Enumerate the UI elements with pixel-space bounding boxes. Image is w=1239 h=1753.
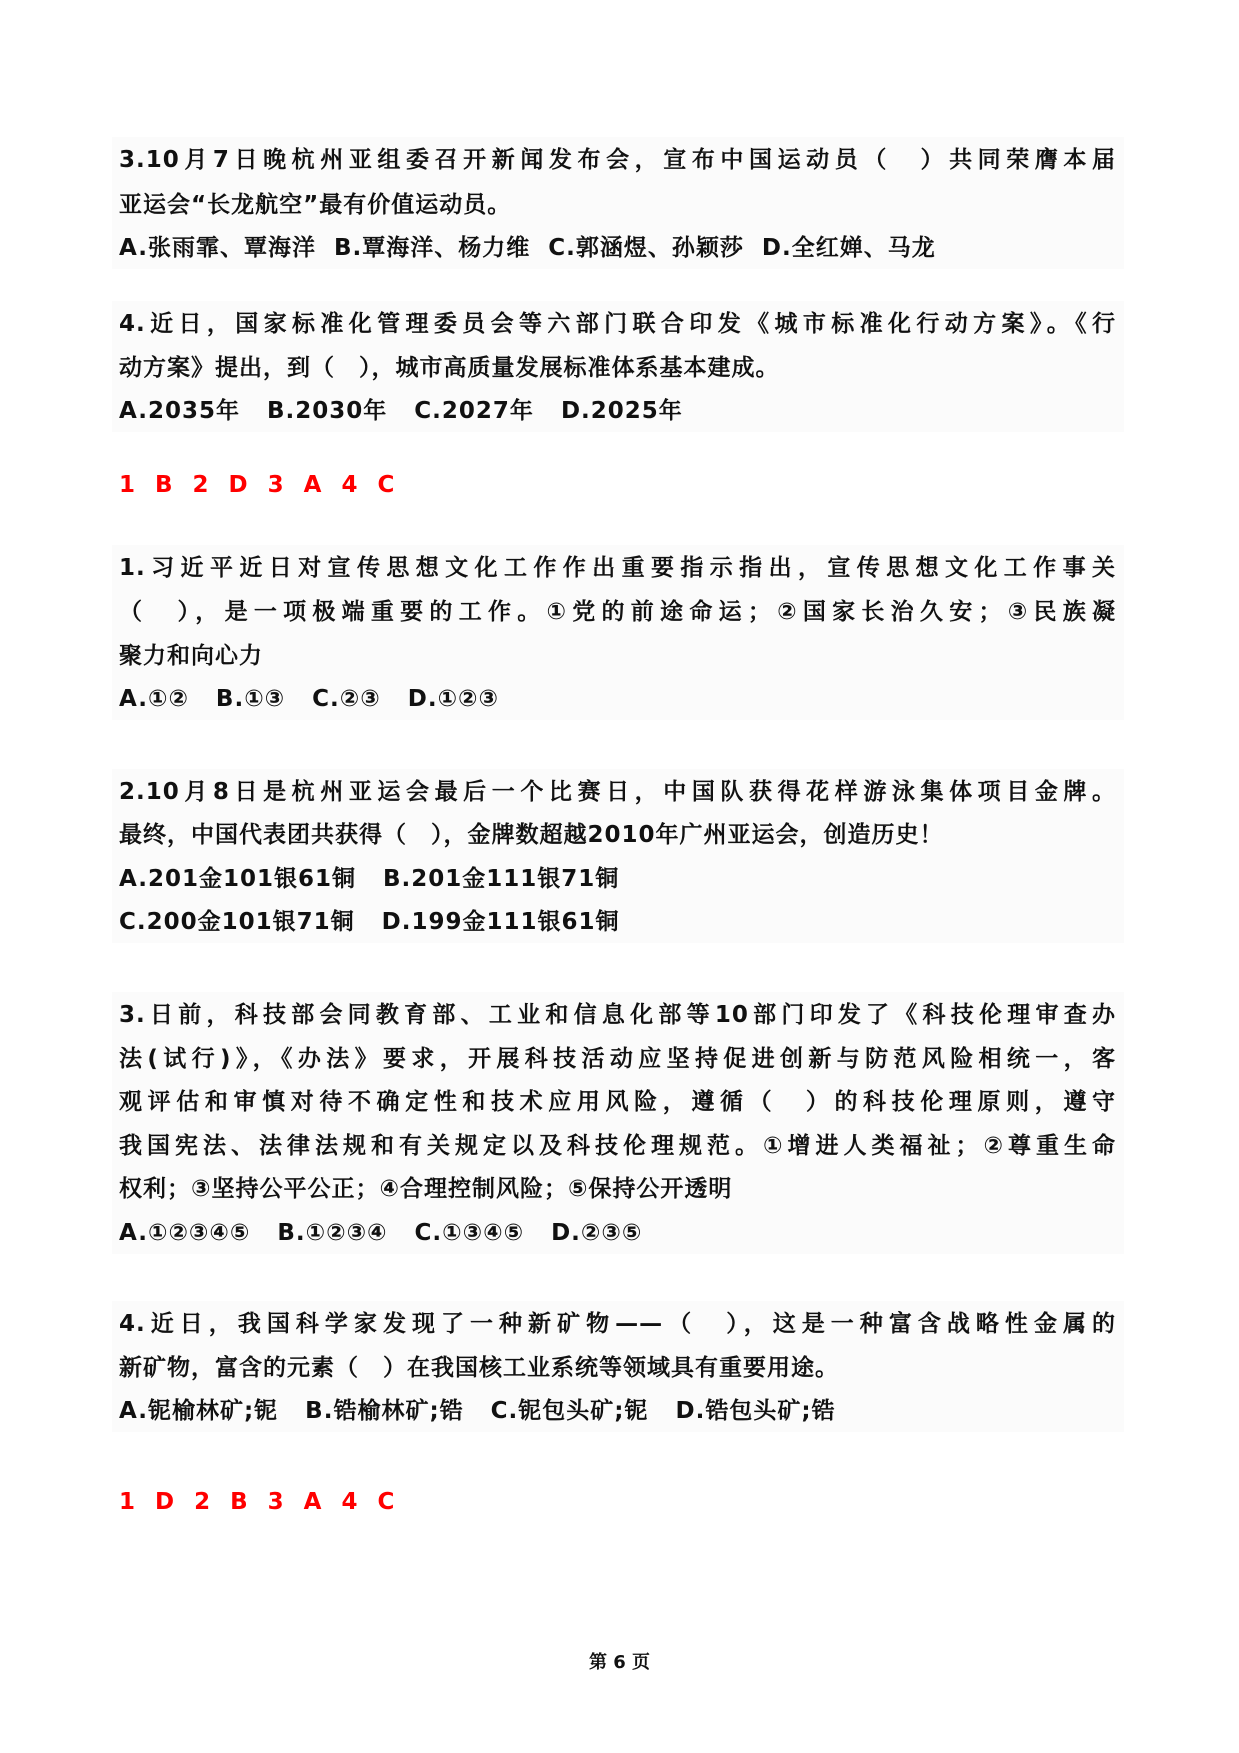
question-text-line: 我国宪法、法律法规和有关规定以及科技伦理规范。①增进人类福祉；②尊重生命	[119, 1133, 1116, 1159]
answer-key: 1 D 2 B 3 A 4 C	[119, 1489, 401, 1515]
question-text-line: 4.近日，国家标准化管理委员会等六部门联合印发《城市标准化行动方案》。《行	[119, 311, 1116, 337]
question-text-line: 3.日前，科技部会同教育部、工业和信息化部等10部门印发了《科技伦理审查办	[119, 1002, 1116, 1028]
answer-options: A.张雨霏、覃海洋 B.覃海洋、杨力维 C.郭涵煜、孙颖莎 D.全红婵、马龙	[119, 235, 936, 261]
question-text-line: 2.10月8日是杭州亚运会最后一个比赛日，中国队获得花样游泳集体项目金牌。	[119, 779, 1116, 805]
question-text-line: 权利；③坚持公平公正；④合理控制风险；⑤保持公开透明	[119, 1176, 733, 1202]
question-text-line: 亚运会“长龙航空”最有价值运动员。	[119, 192, 512, 218]
question-block	[112, 992, 1124, 1254]
answer-key: 1 B 2 D 3 A 4 C	[119, 472, 401, 498]
answer-options: A.①②③④⑤ B.①②③④ C.①③④⑤ D.②③⑤	[119, 1220, 643, 1246]
answer-options: A.铌榆林矿;铌 B.锆榆林矿;锆 C.铌包头矿;铌 D.锆包头矿;锆	[119, 1398, 836, 1424]
answer-options: A.①② B.①③ C.②③ D.①②③	[119, 686, 500, 712]
question-text-line: 动方案》提出，到（ ），城市高质量发展标准体系基本建成。	[119, 355, 780, 381]
question-text-line: 聚力和向心力	[119, 643, 263, 669]
question-text-line: 3.10月7日晚杭州亚组委召开新闻发布会，宣布中国运动员（ ）共同荣膺本届	[119, 147, 1116, 173]
question-text-line: 法(试行)》，《办法》要求，开展科技活动应坚持促进创新与防范风险相统一，客	[119, 1046, 1116, 1072]
answer-options: A.2035年 B.2030年 C.2027年 D.2025年	[119, 398, 683, 424]
question-text-line: 1.习近平近日对宣传思想文化工作作出重要指示指出，宣传思想文化工作事关	[119, 555, 1116, 581]
question-text-line: 新矿物，富含的元素（ ）在我国核工业系统等领域具有重要用途。	[119, 1355, 839, 1381]
question-text-line: 4.近日，我国科学家发现了一种新矿物——（ ），这是一种富含战略性金属的	[119, 1311, 1116, 1337]
question-text-line: 观评估和审慎对待不确定性和技术应用风险，遵循（ ）的科技伦理原则，遵守	[119, 1089, 1116, 1115]
question-text-line: 最终，中国代表团共获得（ ），金牌数超越2010年广州亚运会，创造历史！	[119, 822, 944, 848]
question-text-line: （ ），是一项极端重要的工作。①党的前途命运；②国家长治久安；③民族凝	[119, 599, 1116, 625]
page-number: 第 6 页	[588, 1652, 651, 1673]
answer-options: C.200金101银71铜 D.199金111银61铜	[119, 909, 620, 935]
answer-options: A.201金101银61铜 B.201金111银71铜	[119, 866, 620, 892]
